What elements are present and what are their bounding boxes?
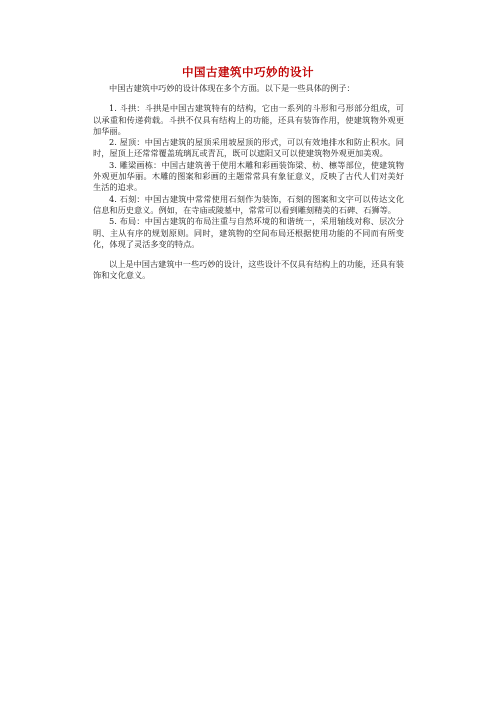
point-paragraph-3: 3. 雕梁画栋：中国古建筑善于使用木雕和彩画装饰梁、枋、檩等部位，使建筑物外观更加华丽。木雕的图案和彩画的主题常常具有象征意义，反映了古代人们对美好生活的追求。 bbox=[93, 159, 404, 193]
closing-paragraph: 以上是中国古建筑中一些巧妙的设计，这些设计不仅具有结构上的功能，还具有装饰和文化意义。 bbox=[93, 259, 404, 281]
document-body bbox=[93, 83, 404, 282]
point-paragraph-2: 2. 屋顶：中国古建筑的屋顶采用坡屋顶的形式，可以有效地排水和防止积水。同时，屋顶上还常常覆盖琉璃瓦或青瓦，既可以遮阳又可以使建筑物外观更加美观。 bbox=[93, 137, 404, 159]
point-paragraph-5: 5. 布局：中国古建筑的布局注重与自然环境的和谐统一，采用轴线对称、层次分明、主从有序的规划原则。同时，建筑物的空间布局还根据使用功能的不同而有所变化，体现了灵活多变的特点。 bbox=[93, 216, 404, 249]
document-title: 中国古建筑中巧妙的设计 bbox=[182, 65, 314, 79]
point-paragraph-4: 4. 石刻：中国古建筑中常常使用石刻作为装饰，石刻的图案和文字可以传达文化信息和历史意义。例如，在寺庙或陵墓中，常常可以看到雕刻精美的石碑、石狮等。 bbox=[93, 193, 404, 215]
point-paragraph-1: 1. 斗拱：斗拱是中国古建筑特有的结构，它由一系列的斗形和弓形部分组成，可以承重和传递荷载。斗拱不仅具有结构上的功能，还具有装饰作用，使建筑物外观更加华丽。 bbox=[93, 103, 404, 136]
intro-paragraph: 中国古建筑中巧妙的设计体现在多个方面。以下是一些具体的例子： bbox=[109, 83, 355, 93]
